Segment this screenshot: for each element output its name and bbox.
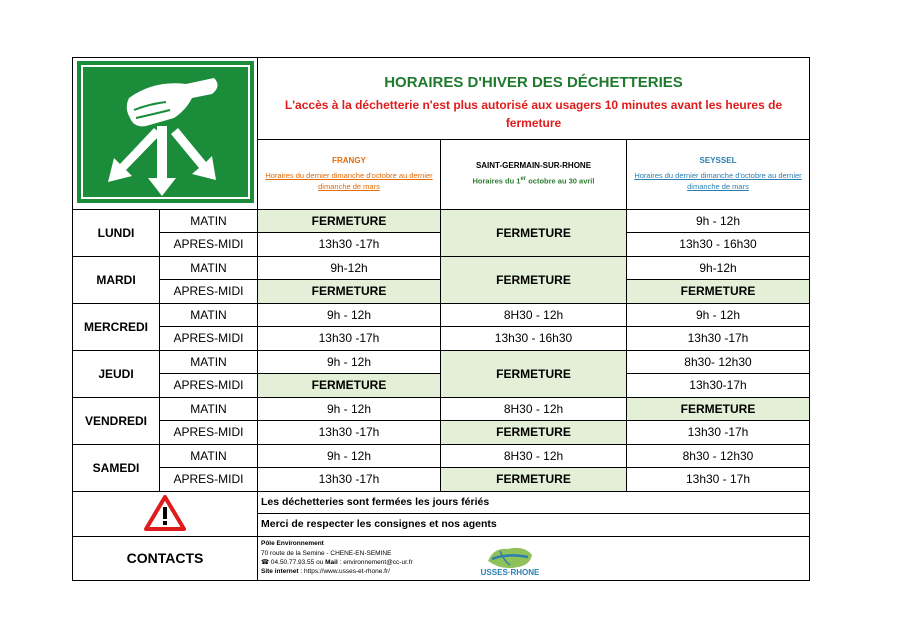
warning-triangle-icon (143, 494, 187, 532)
hours-cell: 13h30 - 17h (627, 468, 810, 492)
hours-cell: 8H30 - 12h (441, 445, 627, 468)
day-label: SAMEDI (73, 445, 160, 492)
contact-info (258, 537, 810, 581)
org-address: 70 route de la Semine - CHENE-EN-SEMINE (261, 549, 392, 557)
slot-label: MATIN (160, 351, 258, 374)
respect-notice: Merci de respecter les consignes et nos agents (258, 514, 810, 537)
usses-rhone-logo (480, 541, 540, 580)
day-label: LUNDI (73, 210, 160, 257)
hours-cell: 8h30- 12h30 (627, 351, 810, 374)
hours-cell: 8h30 - 12h30 (627, 445, 810, 468)
slot-label: APRES-MIDI (160, 468, 258, 492)
hours-cell: FERMETURE (258, 374, 441, 398)
slot-label: MATIN (160, 210, 258, 233)
hours-cell: 13h30 -17h (258, 468, 441, 492)
hours-cell: 13h30 - 16h30 (627, 233, 810, 257)
hours-cell: FERMETURE (441, 468, 627, 492)
holidays-notice: Les déchetteries sont fermées les jours fériés (258, 492, 810, 514)
slot-label: MATIN (160, 257, 258, 280)
day-label: MERCREDI (73, 304, 160, 351)
schedule-table (72, 57, 810, 581)
hours-cell: FERMETURE (441, 421, 627, 445)
table-row (73, 257, 810, 280)
site-name: SEYSSEL (699, 156, 737, 166)
slot-label: APRES-MIDI (160, 233, 258, 257)
page-title: HORAIRES D'HIVER DES DÉCHETTERIES (384, 73, 683, 91)
hours-cell: 9h - 12h (258, 398, 441, 421)
hours-cell: 9h - 12h (627, 210, 810, 233)
hours-cell: FERMETURE (441, 210, 627, 257)
hours-cell: 9h - 12h (627, 304, 810, 327)
contacts-label: CONTACTS (73, 537, 258, 581)
site-seyssel (627, 140, 810, 210)
hours-cell: 13h30 -17h (258, 327, 441, 351)
site-frangy (258, 140, 441, 210)
day-label: VENDREDI (73, 398, 160, 445)
table-row (73, 351, 810, 374)
org-phone: ☎ 04.50.77.93.55 ou Mail : environnement@cc-ur.fr (261, 559, 413, 567)
table-row (73, 327, 810, 351)
org-website[interactable]: Site internet : https://www.usses-et-rhone.fr/ (261, 568, 390, 576)
hours-cell: FERMETURE (627, 398, 810, 421)
warning-cell (73, 492, 258, 537)
slot-label: APRES-MIDI (160, 327, 258, 351)
hours-cell: FERMETURE (441, 257, 627, 304)
day-label: JEUDI (73, 351, 160, 398)
table-row (73, 468, 810, 492)
recycling-hand-arrows-icon (74, 58, 257, 206)
org-name: Pôle Environnement (261, 540, 324, 548)
slot-label: MATIN (160, 398, 258, 421)
table-row (73, 210, 810, 233)
hours-cell: 9h-12h (258, 257, 441, 280)
hours-cell: 13h30 - 16h30 (441, 327, 627, 351)
site-hours: Horaires du dernier dimanche d'octobre au dernier dimanche de mars (634, 170, 802, 192)
header-cell (258, 58, 810, 140)
table-row (73, 421, 810, 445)
schedule-sheet (72, 57, 810, 581)
svg-text:USSES·RHONE: USSES·RHONE (480, 568, 540, 578)
hours-cell: 9h - 12h (258, 304, 441, 327)
site-hours: Horaires du dernier dimanche d'octobre au dernier dimanche de mars (265, 170, 433, 192)
hours-cell: FERMETURE (258, 280, 441, 304)
hours-cell: 9h - 12h (258, 445, 441, 468)
hours-cell: FERMETURE (627, 280, 810, 304)
hours-cell: 13h30-17h (627, 374, 810, 398)
hours-cell: 13h30 -17h (258, 233, 441, 257)
site-name: SAINT-GERMAIN-SUR-RHONE (475, 161, 592, 171)
table-row (73, 398, 810, 421)
hours-cell: FERMETURE (258, 210, 441, 233)
day-label: MARDI (73, 257, 160, 304)
slot-label: APRES-MIDI (160, 374, 258, 398)
table-row (73, 304, 810, 327)
hours-cell: 13h30 -17h (258, 421, 441, 445)
hours-cell: 8H30 - 12h (441, 398, 627, 421)
site-name: FRANGY (332, 156, 366, 166)
hours-cell: 9h - 12h (258, 351, 441, 374)
hours-cell: FERMETURE (441, 351, 627, 398)
slot-label: MATIN (160, 445, 258, 468)
hours-cell: 8H30 - 12h (441, 304, 627, 327)
site-hours: Horaires du 1er octobre au 30 avril (472, 176, 595, 186)
slot-label: APRES-MIDI (160, 280, 258, 304)
slot-label: MATIN (160, 304, 258, 327)
hours-cell: 9h-12h (627, 257, 810, 280)
hours-cell: 13h30 -17h (627, 327, 810, 351)
logo-cell (73, 58, 258, 210)
hours-cell: 13h30 -17h (627, 421, 810, 445)
site-saint-germain (441, 140, 627, 210)
access-warning: L'accès à la déchetterie n'est plus autorisé aux usagers 10 minutes avant les heures de fermeture (284, 98, 783, 130)
slot-label: APRES-MIDI (160, 421, 258, 445)
table-row (73, 445, 810, 468)
